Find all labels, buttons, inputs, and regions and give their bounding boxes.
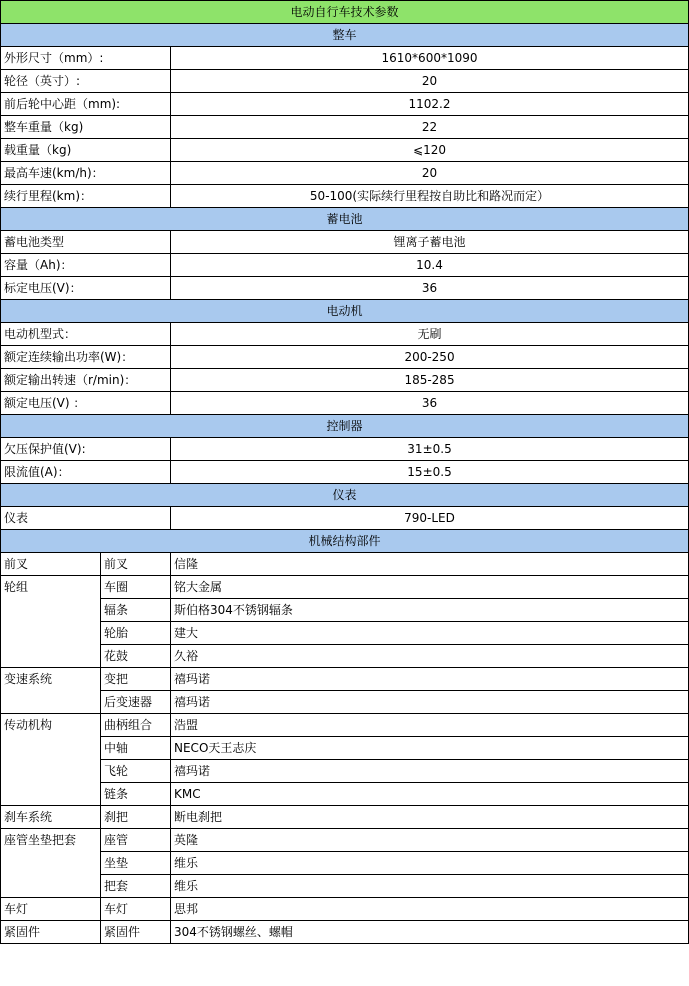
- spec-value: 15±0.5: [171, 461, 689, 484]
- component-part: 飞轮: [101, 760, 171, 783]
- component-row: [1, 898, 689, 921]
- spec-row: [1, 507, 689, 530]
- section-header-row: [1, 300, 689, 323]
- component-row: [1, 875, 689, 898]
- component-brand: 禧玛诺: [171, 760, 689, 783]
- section-title: 蓄电池: [1, 208, 689, 231]
- component-row: [1, 760, 689, 783]
- spec-label: 容量（Ah)：: [1, 254, 171, 277]
- component-brand: 断电刹把: [171, 806, 689, 829]
- spec-label: 续行里程(km)：: [1, 185, 171, 208]
- spec-label: 载重量（kg): [1, 139, 171, 162]
- component-group: 轮组: [1, 576, 101, 668]
- spec-label: 最高车速(km/h)：: [1, 162, 171, 185]
- spec-label: 整车重量（kg): [1, 116, 171, 139]
- spec-row: [1, 346, 689, 369]
- spec-row: [1, 162, 689, 185]
- spec-value: 185-285: [171, 369, 689, 392]
- sheet-title: 电动自行车技术参数: [1, 1, 689, 24]
- section-title: 电动机: [1, 300, 689, 323]
- component-group: 刹车系统: [1, 806, 101, 829]
- component-row: [1, 806, 689, 829]
- spec-label: 额定电压(V) ：: [1, 392, 171, 415]
- spec-row: [1, 47, 689, 70]
- spec-table-body: [1, 1, 689, 944]
- component-part: 轮胎: [101, 622, 171, 645]
- section-header-row: [1, 484, 689, 507]
- component-group: 前叉: [1, 553, 101, 576]
- spec-label: 标定电压(V)：: [1, 277, 171, 300]
- spec-row: [1, 323, 689, 346]
- component-brand: 维乐: [171, 852, 689, 875]
- spec-row: [1, 70, 689, 93]
- spec-row: [1, 461, 689, 484]
- component-brand: 建大: [171, 622, 689, 645]
- component-part: 链条: [101, 783, 171, 806]
- spec-value: ⩽120: [171, 139, 689, 162]
- component-row: [1, 553, 689, 576]
- spec-value: 锂离子蓄电池: [171, 231, 689, 254]
- component-part: 花鼓: [101, 645, 171, 668]
- spec-value: 790-LED: [171, 507, 689, 530]
- spec-row: [1, 369, 689, 392]
- component-part: 后变速器: [101, 691, 171, 714]
- section-header-row: [1, 208, 689, 231]
- component-part: 辐条: [101, 599, 171, 622]
- component-row: [1, 645, 689, 668]
- component-row: [1, 576, 689, 599]
- spec-label: 外形尺寸（mm）:: [1, 47, 171, 70]
- spec-label: 轮径（英寸）:: [1, 70, 171, 93]
- component-part: 座管: [101, 829, 171, 852]
- component-group: 座管坐垫把套: [1, 829, 101, 898]
- component-brand: KMC: [171, 783, 689, 806]
- spec-label: 额定连续输出功率(W)：: [1, 346, 171, 369]
- spec-value: 无刷: [171, 323, 689, 346]
- component-row: [1, 668, 689, 691]
- spec-label: 限流值(A)：: [1, 461, 171, 484]
- spec-value: 200-250: [171, 346, 689, 369]
- component-brand: 久裕: [171, 645, 689, 668]
- component-brand: 铭大金属: [171, 576, 689, 599]
- component-row: [1, 852, 689, 875]
- component-brand: 禧玛诺: [171, 691, 689, 714]
- spec-row: [1, 116, 689, 139]
- section-header-row: [1, 24, 689, 47]
- spec-label: 电动机型式：: [1, 323, 171, 346]
- component-brand: 思邦: [171, 898, 689, 921]
- component-part: 车灯: [101, 898, 171, 921]
- spec-row: [1, 277, 689, 300]
- component-part: 变把: [101, 668, 171, 691]
- spec-value: 20: [171, 162, 689, 185]
- spec-row: [1, 93, 689, 116]
- section-title: 机械结构部件: [1, 530, 689, 553]
- component-row: [1, 622, 689, 645]
- component-brand: 浩盟: [171, 714, 689, 737]
- section-title: 整车: [1, 24, 689, 47]
- spec-label: 前后轮中心距（mm):: [1, 93, 171, 116]
- spec-row: [1, 392, 689, 415]
- component-brand: 英隆: [171, 829, 689, 852]
- spec-value: 31±0.5: [171, 438, 689, 461]
- component-row: [1, 783, 689, 806]
- spec-value: 36: [171, 277, 689, 300]
- spec-row: [1, 139, 689, 162]
- spec-row: [1, 185, 689, 208]
- section-header-row: [1, 530, 689, 553]
- component-row: [1, 829, 689, 852]
- component-brand: 斯伯格304不锈钢辐条: [171, 599, 689, 622]
- spec-value: 36: [171, 392, 689, 415]
- component-part: 曲柄组合: [101, 714, 171, 737]
- spec-label: 仪表: [1, 507, 171, 530]
- component-brand: NECO天王志庆: [171, 737, 689, 760]
- spec-label: 蓄电池类型: [1, 231, 171, 254]
- component-row: [1, 691, 689, 714]
- component-part: 车圈: [101, 576, 171, 599]
- spec-value: 20: [171, 70, 689, 93]
- spec-value: 1610*600*1090: [171, 47, 689, 70]
- component-part: 中轴: [101, 737, 171, 760]
- spec-label: 额定输出转速（r/min)：: [1, 369, 171, 392]
- spec-value: 50-100(实际续行里程按自助比和路况而定）: [171, 185, 689, 208]
- component-part: 刹把: [101, 806, 171, 829]
- title-row: [1, 1, 689, 24]
- component-brand: 禧玛诺: [171, 668, 689, 691]
- component-group: 车灯: [1, 898, 101, 921]
- component-part: 坐垫: [101, 852, 171, 875]
- component-group: 传动机构: [1, 714, 101, 806]
- component-brand: 304不锈钢螺丝、螺帽: [171, 921, 689, 944]
- spec-row: [1, 231, 689, 254]
- component-part: 把套: [101, 875, 171, 898]
- section-header-row: [1, 415, 689, 438]
- component-part: 紧固件: [101, 921, 171, 944]
- component-row: [1, 737, 689, 760]
- spec-value: 22: [171, 116, 689, 139]
- section-title: 控制器: [1, 415, 689, 438]
- section-title: 仪表: [1, 484, 689, 507]
- component-row: [1, 599, 689, 622]
- spec-value: 10.4: [171, 254, 689, 277]
- component-part: 前叉: [101, 553, 171, 576]
- component-row: [1, 921, 689, 944]
- spec-row: [1, 254, 689, 277]
- spec-value: 1102.2: [171, 93, 689, 116]
- component-group: 变速系统: [1, 668, 101, 714]
- spec-row: [1, 438, 689, 461]
- component-group: 紧固件: [1, 921, 101, 944]
- component-row: [1, 714, 689, 737]
- component-brand: 维乐: [171, 875, 689, 898]
- component-brand: 信隆: [171, 553, 689, 576]
- spec-label: 欠压保护值(V):: [1, 438, 171, 461]
